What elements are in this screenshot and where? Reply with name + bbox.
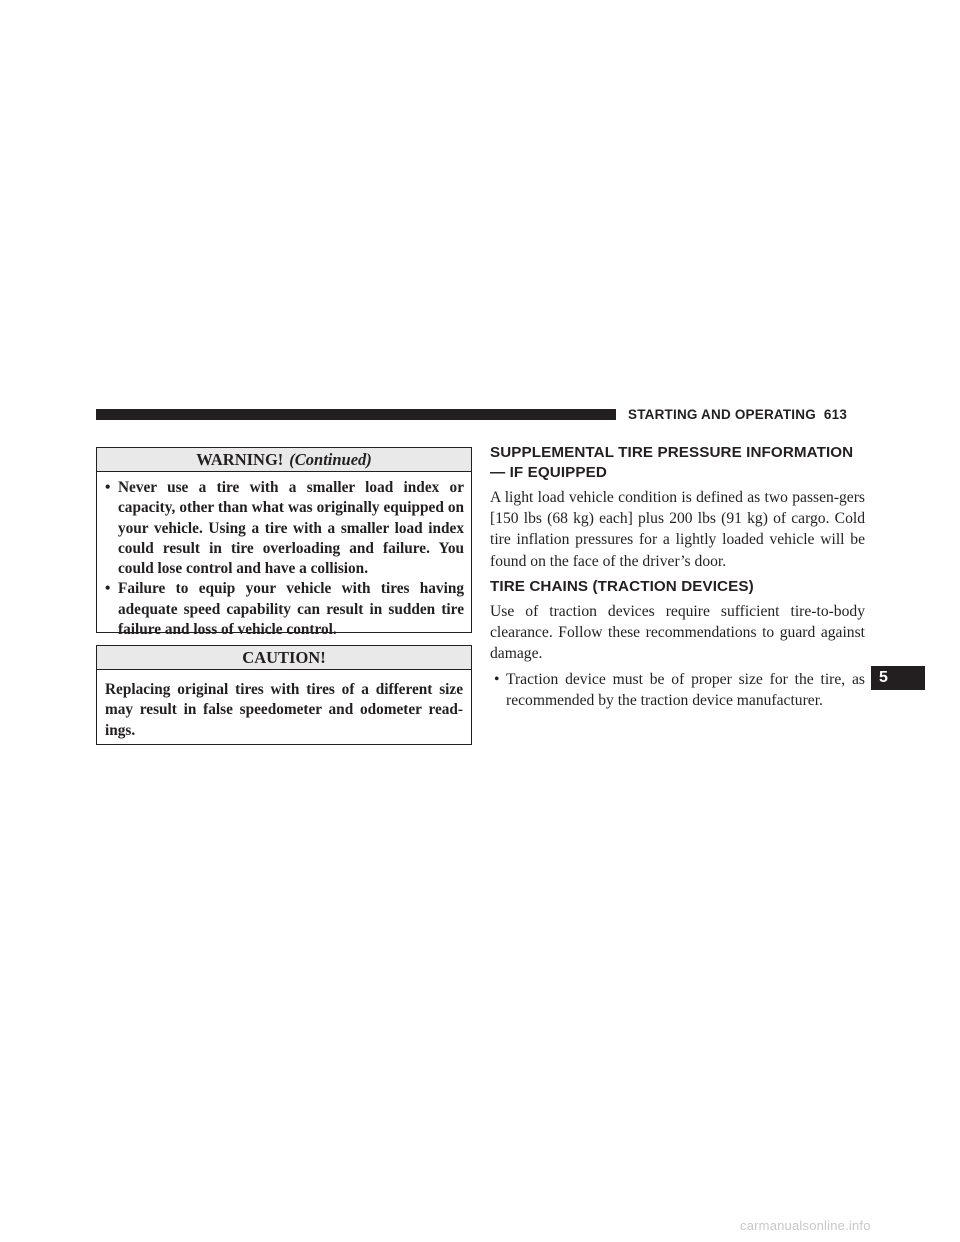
supplemental-paragraph: A light load vehicle condition is defined as two passen-gers [150 lbs (68 kg) each] plus 200 lbs (91 kg) of cargo. Cold tire inflation pressures for a lightly loaded vehicle will be found on the face of the driver’s door. bbox=[490, 489, 865, 570]
warning-title: WARNING! bbox=[196, 450, 284, 469]
chapter-tab: 5 bbox=[871, 666, 925, 690]
warning-box bbox=[96, 447, 472, 639]
bullet-icon: • bbox=[494, 671, 500, 688]
warning-item bbox=[105, 478, 464, 579]
tire-chains-bullet-text: Traction device must be of proper size for the tire, as recommended by the traction device manufacturer. bbox=[506, 671, 865, 710]
bullet-icon: • bbox=[105, 479, 111, 496]
warning-item bbox=[105, 579, 464, 640]
tire-chains-paragraph: Use of traction devices require sufficient tire-to-body clearance. Follow these recommendations to guard against damage. bbox=[490, 603, 865, 663]
page-number: 613 bbox=[823, 407, 848, 422]
running-header bbox=[628, 407, 847, 422]
warning-header bbox=[97, 448, 471, 472]
tire-chains-bullet bbox=[492, 669, 865, 711]
caution-title: CAUTION! bbox=[242, 648, 326, 667]
caution-box bbox=[96, 645, 472, 745]
caution-text: Replacing original tires with tires of a different size may result in false speedometer and odometer read-ings. bbox=[105, 681, 463, 739]
tire-chains-heading: TIRE CHAINS (TRACTION DEVICES) bbox=[490, 578, 754, 595]
bullet-icon: • bbox=[105, 580, 111, 598]
warning-continued: (Continued) bbox=[289, 450, 372, 469]
watermark: carmanualsonline.info bbox=[740, 1218, 871, 1233]
header-section-title: STARTING AND OPERATING bbox=[628, 407, 816, 422]
supplemental-heading: SUPPLEMENTAL TIRE PRESSURE INFORMATION — IF EQUIPPED bbox=[490, 444, 854, 481]
warning-item-text: Never use a tire with a smaller load index or capacity, other than what was originally equipped on your vehicle. Using a tire with a smaller load index could result in tire overloading and failure. You could lose control and have a collision. bbox=[118, 479, 464, 578]
caution-header bbox=[97, 646, 471, 670]
warning-list bbox=[97, 472, 471, 640]
warning-item-text: Failure to equip your vehicle with tires having adequate speed capability can result in sudden tire failure and loss of vehicle control. bbox=[118, 580, 464, 639]
header-rule bbox=[96, 409, 616, 420]
